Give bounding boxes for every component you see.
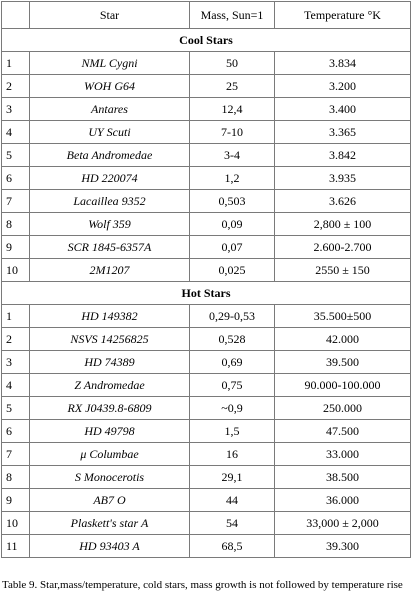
star-temperature: 2,800 ± 100 xyxy=(275,213,411,236)
table-row xyxy=(2,259,411,282)
table-row xyxy=(2,305,411,328)
star-temperature: 90.000-100.000 xyxy=(275,374,411,397)
table-row xyxy=(2,121,411,144)
star-temperature: 3.626 xyxy=(275,190,411,213)
star-name: 2M1207 xyxy=(30,259,190,282)
star-temperature: 42.000 xyxy=(275,328,411,351)
row-index: 7 xyxy=(2,190,30,213)
table-row xyxy=(2,397,411,420)
table-row xyxy=(2,420,411,443)
table-row xyxy=(2,167,411,190)
star-mass: 7-10 xyxy=(190,121,275,144)
star-temperature: 3.935 xyxy=(275,167,411,190)
table-row xyxy=(2,466,411,489)
row-index: 5 xyxy=(2,397,30,420)
star-table xyxy=(1,1,411,558)
row-index: 6 xyxy=(2,167,30,190)
table-row xyxy=(2,535,411,558)
star-mass: 68,5 xyxy=(190,535,275,558)
star-mass: 0,29-0,53 xyxy=(190,305,275,328)
star-mass: 0,503 xyxy=(190,190,275,213)
header-temperature: Temperature °K xyxy=(275,2,411,29)
row-index: 4 xyxy=(2,374,30,397)
star-mass: 25 xyxy=(190,75,275,98)
table-row xyxy=(2,98,411,121)
star-mass: 44 xyxy=(190,489,275,512)
star-mass: 50 xyxy=(190,52,275,75)
star-temperature: 33,000 ± 2,000 xyxy=(275,512,411,535)
row-index: 6 xyxy=(2,420,30,443)
star-temperature: 35.500±500 xyxy=(275,305,411,328)
section-row xyxy=(2,282,411,305)
table-row xyxy=(2,328,411,351)
star-mass: 0,75 xyxy=(190,374,275,397)
row-index: 1 xyxy=(2,52,30,75)
star-name: S Monocerotis xyxy=(30,466,190,489)
row-index: 5 xyxy=(2,144,30,167)
row-index: 3 xyxy=(2,98,30,121)
table-row xyxy=(2,144,411,167)
table-row xyxy=(2,236,411,259)
star-name: NSVS 14256825 xyxy=(30,328,190,351)
row-index: 3 xyxy=(2,351,30,374)
table-caption: Table 9. Star,mass/temperature, cold stars, mass growth is not followed by temperature rise xyxy=(2,579,403,591)
row-index: 9 xyxy=(2,236,30,259)
star-name: HD 149382 xyxy=(30,305,190,328)
star-mass: 0,528 xyxy=(190,328,275,351)
star-name: Wolf 359 xyxy=(30,213,190,236)
table-row xyxy=(2,213,411,236)
star-temperature: 2550 ± 150 xyxy=(275,259,411,282)
star-mass: 0,07 xyxy=(190,236,275,259)
section-row xyxy=(2,29,411,52)
table-row xyxy=(2,374,411,397)
star-name: UY Scuti xyxy=(30,121,190,144)
star-name: Beta Andromedae xyxy=(30,144,190,167)
star-mass: 1,5 xyxy=(190,420,275,443)
star-mass: 0,09 xyxy=(190,213,275,236)
row-index: 2 xyxy=(2,328,30,351)
row-index: 10 xyxy=(2,259,30,282)
star-name: Antares xyxy=(30,98,190,121)
star-mass: 54 xyxy=(190,512,275,535)
table-header-row xyxy=(2,2,411,29)
star-name: HD 74389 xyxy=(30,351,190,374)
row-index: 10 xyxy=(2,512,30,535)
star-name: HD 49798 xyxy=(30,420,190,443)
star-mass: 1,2 xyxy=(190,167,275,190)
row-index: 8 xyxy=(2,466,30,489)
row-index: 11 xyxy=(2,535,30,558)
star-temperature: 39.500 xyxy=(275,351,411,374)
star-temperature: 47.500 xyxy=(275,420,411,443)
table-row xyxy=(2,512,411,535)
star-name: HD 93403 A xyxy=(30,535,190,558)
star-name: Z Andromedae xyxy=(30,374,190,397)
table-row xyxy=(2,351,411,374)
table-row xyxy=(2,52,411,75)
star-temperature: 250.000 xyxy=(275,397,411,420)
star-table-body xyxy=(2,2,411,558)
star-mass: 12,4 xyxy=(190,98,275,121)
star-temperature: 3.834 xyxy=(275,52,411,75)
table-row xyxy=(2,489,411,512)
header-star: Star xyxy=(30,2,190,29)
header-index xyxy=(2,2,30,29)
row-index: 8 xyxy=(2,213,30,236)
row-index: 2 xyxy=(2,75,30,98)
header-mass: Mass, Sun=1 xyxy=(190,2,275,29)
row-index: 1 xyxy=(2,305,30,328)
table-row xyxy=(2,75,411,98)
star-temperature: 36.000 xyxy=(275,489,411,512)
star-name: AB7 O xyxy=(30,489,190,512)
section-title: Hot Stars xyxy=(2,282,411,305)
star-name: RX J0439.8-6809 xyxy=(30,397,190,420)
section-title: Cool Stars xyxy=(2,29,411,52)
star-mass: ~0,9 xyxy=(190,397,275,420)
row-index: 9 xyxy=(2,489,30,512)
star-temperature: 38.500 xyxy=(275,466,411,489)
star-temperature: 3.200 xyxy=(275,75,411,98)
star-mass: 3-4 xyxy=(190,144,275,167)
star-name: HD 220074 xyxy=(30,167,190,190)
table-row xyxy=(2,190,411,213)
star-table-container xyxy=(1,1,410,558)
star-temperature: 39.300 xyxy=(275,535,411,558)
star-mass: 29,1 xyxy=(190,466,275,489)
star-mass: 16 xyxy=(190,443,275,466)
star-temperature: 3.365 xyxy=(275,121,411,144)
row-index: 4 xyxy=(2,121,30,144)
star-mass: 0,69 xyxy=(190,351,275,374)
star-name: Lacaillea 9352 xyxy=(30,190,190,213)
star-name: WOH G64 xyxy=(30,75,190,98)
star-temperature: 3.400 xyxy=(275,98,411,121)
table-row xyxy=(2,443,411,466)
row-index: 7 xyxy=(2,443,30,466)
star-temperature: 33.000 xyxy=(275,443,411,466)
star-name: μ Columbae xyxy=(30,443,190,466)
star-name: NML Cygni xyxy=(30,52,190,75)
star-temperature: 3.842 xyxy=(275,144,411,167)
star-name: SCR 1845-6357A xyxy=(30,236,190,259)
star-name: Plaskett's star A xyxy=(30,512,190,535)
star-mass: 0,025 xyxy=(190,259,275,282)
star-temperature: 2.600-2.700 xyxy=(275,236,411,259)
